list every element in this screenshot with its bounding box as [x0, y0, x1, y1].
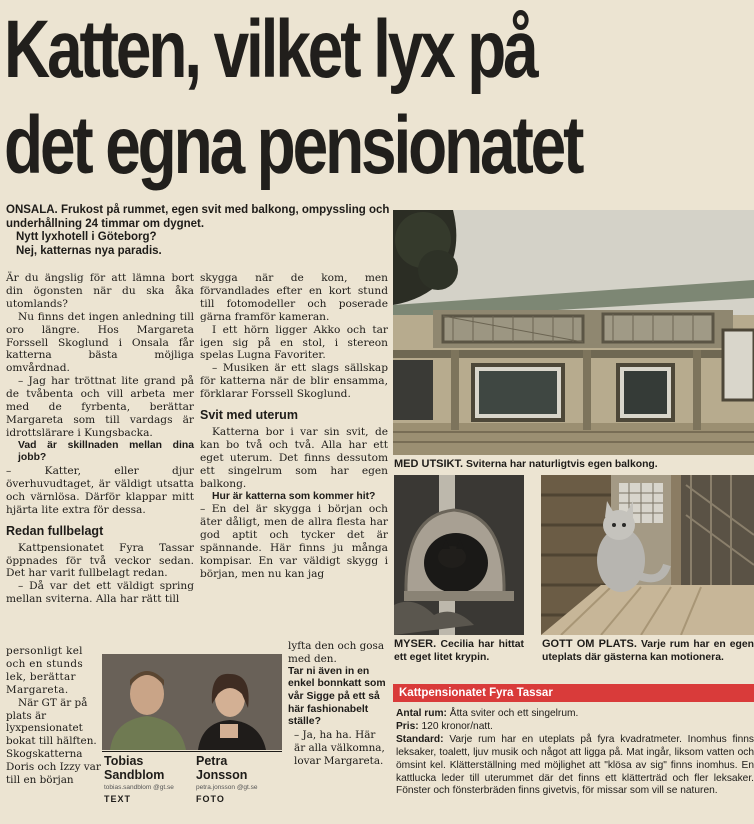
caption-text: Cecilia har hittat ett eget litet krypin. [394, 639, 524, 663]
reporter-portraits [102, 654, 282, 750]
fact-label: Antal rum: [396, 708, 447, 719]
lead-paragraph [6, 204, 390, 258]
paragraph: – Då var det ett väldigt spring mellan sviterna. Alla har rätt till [6, 580, 194, 606]
byline-photo [196, 754, 276, 804]
byline-text [104, 754, 184, 804]
portrait-photo [102, 654, 282, 750]
paragraph: – Ja, ha ha. Här är alla välkomna, lovar Margareta. [294, 728, 385, 767]
byline-last-name: Sandblom [104, 768, 165, 782]
caption-text: Sviterna har naturligtvis egen balkong. [465, 459, 658, 470]
main-photo-cattery [393, 210, 754, 455]
paragraph: – Musiken är ett slags sällskap för katterna när de blir ensamma, förklarar Forssell Skoglund. [200, 362, 388, 401]
lead-body: Frukost på rummet, egen svit med balkong, ompyssling och underhållning 24 timmar om dygnet. [6, 204, 390, 230]
interview-question: Vad är skillnaden mellan dina jobb? [18, 439, 194, 464]
byline-role: TEXT [104, 794, 132, 804]
portrait-divider [102, 751, 282, 752]
paragraph: Kattpensionatet Fyra Tassar öppnades för två veckor sedan. Det har varit fullbelagt redan. [6, 541, 194, 580]
interview-question: Tar ni även in en enkel bonnkatt som vår Sigge på ett så här fashionabelt ställe? [288, 665, 386, 728]
factbox-body [396, 708, 754, 798]
fact-value: 120 kronor/natt. [421, 720, 493, 732]
paragraph: I ett hörn ligger Akko och tar igen sig på en stol, i stereon spelas Lugna Favoriter. [200, 323, 388, 362]
paragraph: Är du ängslig för att lämna bort din ögonsten när du ska åka utomlands? [6, 272, 194, 310]
fact-value: Åtta sviter och ett singelrum. [449, 708, 579, 719]
lead-question-2: Nej, katternas nya paradis. [16, 244, 162, 257]
article-column-2-bottom [288, 640, 388, 768]
caption-keyword: GOTT OM PLATS. [542, 638, 637, 650]
factbox-title: Kattpensionatet Fyra Tassar [393, 684, 754, 702]
byline-first-name: Petra [196, 754, 228, 768]
lead-text [6, 204, 390, 231]
factbox-price [396, 721, 754, 734]
byline-email: tobias.sandblom @gt.se [104, 784, 174, 791]
paragraph: – Katter, eller djur överhuvudtaget, är väldigt utsatta och värnlösa. Därför klappar mitt hjärta lite extra för dessa. [6, 464, 194, 516]
subheading: Svit med uterum [200, 408, 298, 423]
headline-line-1: Katten, vilket lyx på [4, 4, 536, 95]
photo-caption-right [542, 638, 754, 664]
paragraph: personligt kel och en stunds lek, berättar Margareta. [6, 645, 83, 696]
paragraph: – En del är skygga i början och äter dåligt, men de allra flesta har god aptit och tycker det är spännande. Här finns ju många kompisar. En var väldigt skygg i början, men nu kan jag [200, 503, 388, 580]
paragraph: – Jag har tröttnat lite grand på de tvåbenta och vill arbeta mer med de fyrbenta, berättar Margareta som till vardags är idrottslärare i Kungsbacka. [6, 375, 194, 439]
photo-cat-in-bed [394, 475, 524, 635]
byline-role: FOTO [196, 794, 225, 804]
fact-value: Varje rum har en uteplats på fyra kvadratmeter. Inomhus finns leksaker, toalett, ljuv musik och något att ligga på. Mat ingår, liksom vatten och ömsint kel. Klätterställning med möjlighet att "klösa av sig" finns inomhus. En kattlucka leder till uterummet där det finns ett klätterträd och fler leksaker. Fönster och fönsterbräden finns givetvis, för missar som vill se naturen. [396, 733, 754, 797]
paragraph: Nu finns det ingen anledning till oro längre. Hos Margareta Forssell Skoglund i Onsala får katterna bästa möjliga omvårdnad. [6, 310, 194, 375]
photo-cat-on-terrace [541, 475, 754, 635]
caption-keyword: MYSER. [394, 638, 437, 650]
paragraph: Katterna bor i var sin svit, de kan bo två och två. Alla har ett eget uterum. Det finns dessutom ett singelrum som har egen balkong. [200, 426, 388, 490]
caption-keyword: MED UTSIKT. [394, 458, 464, 470]
article-column-1 [6, 272, 194, 606]
byline-first-name: Tobias [104, 754, 144, 768]
lead-question-1: Nytt lyxhotell i Göteborg? [16, 231, 157, 243]
paragraph: skygga när de kom, men förvandlades efter en kort stund till fotomodeller och poserade gärna framför kameran. [200, 272, 388, 323]
article-column-1-bottom [6, 645, 102, 787]
fact-label: Standard: [396, 733, 444, 745]
main-photo-caption [394, 458, 754, 471]
subheading: Redan fullbelagt [6, 523, 104, 538]
article-column-2 [200, 272, 388, 581]
interview-question: Hur är katterna som kommer hit? [212, 490, 376, 502]
headline [4, 2, 589, 194]
headline-line-2: det egna pensionatet [4, 100, 582, 191]
byline-last-name: Jonsson [196, 768, 248, 782]
factbox-rooms [396, 708, 754, 721]
paragraph: lyfta den och gosa med den. [288, 640, 385, 665]
paragraph: När GT är på plats är lyxpensionatet bokat till hälften. Skogskatterna Doris och Izzy var till en början [6, 696, 101, 787]
photo-caption-left [394, 638, 524, 664]
factbox-standard [396, 734, 754, 799]
lead-location: ONSALA. [6, 204, 58, 216]
fact-label: Pris: [396, 720, 419, 732]
caption-text: Varje rum har en egen uteplats där gästerna kan motionera. [542, 639, 754, 663]
byline-email: petra.jonsson @gt.se [196, 784, 258, 791]
